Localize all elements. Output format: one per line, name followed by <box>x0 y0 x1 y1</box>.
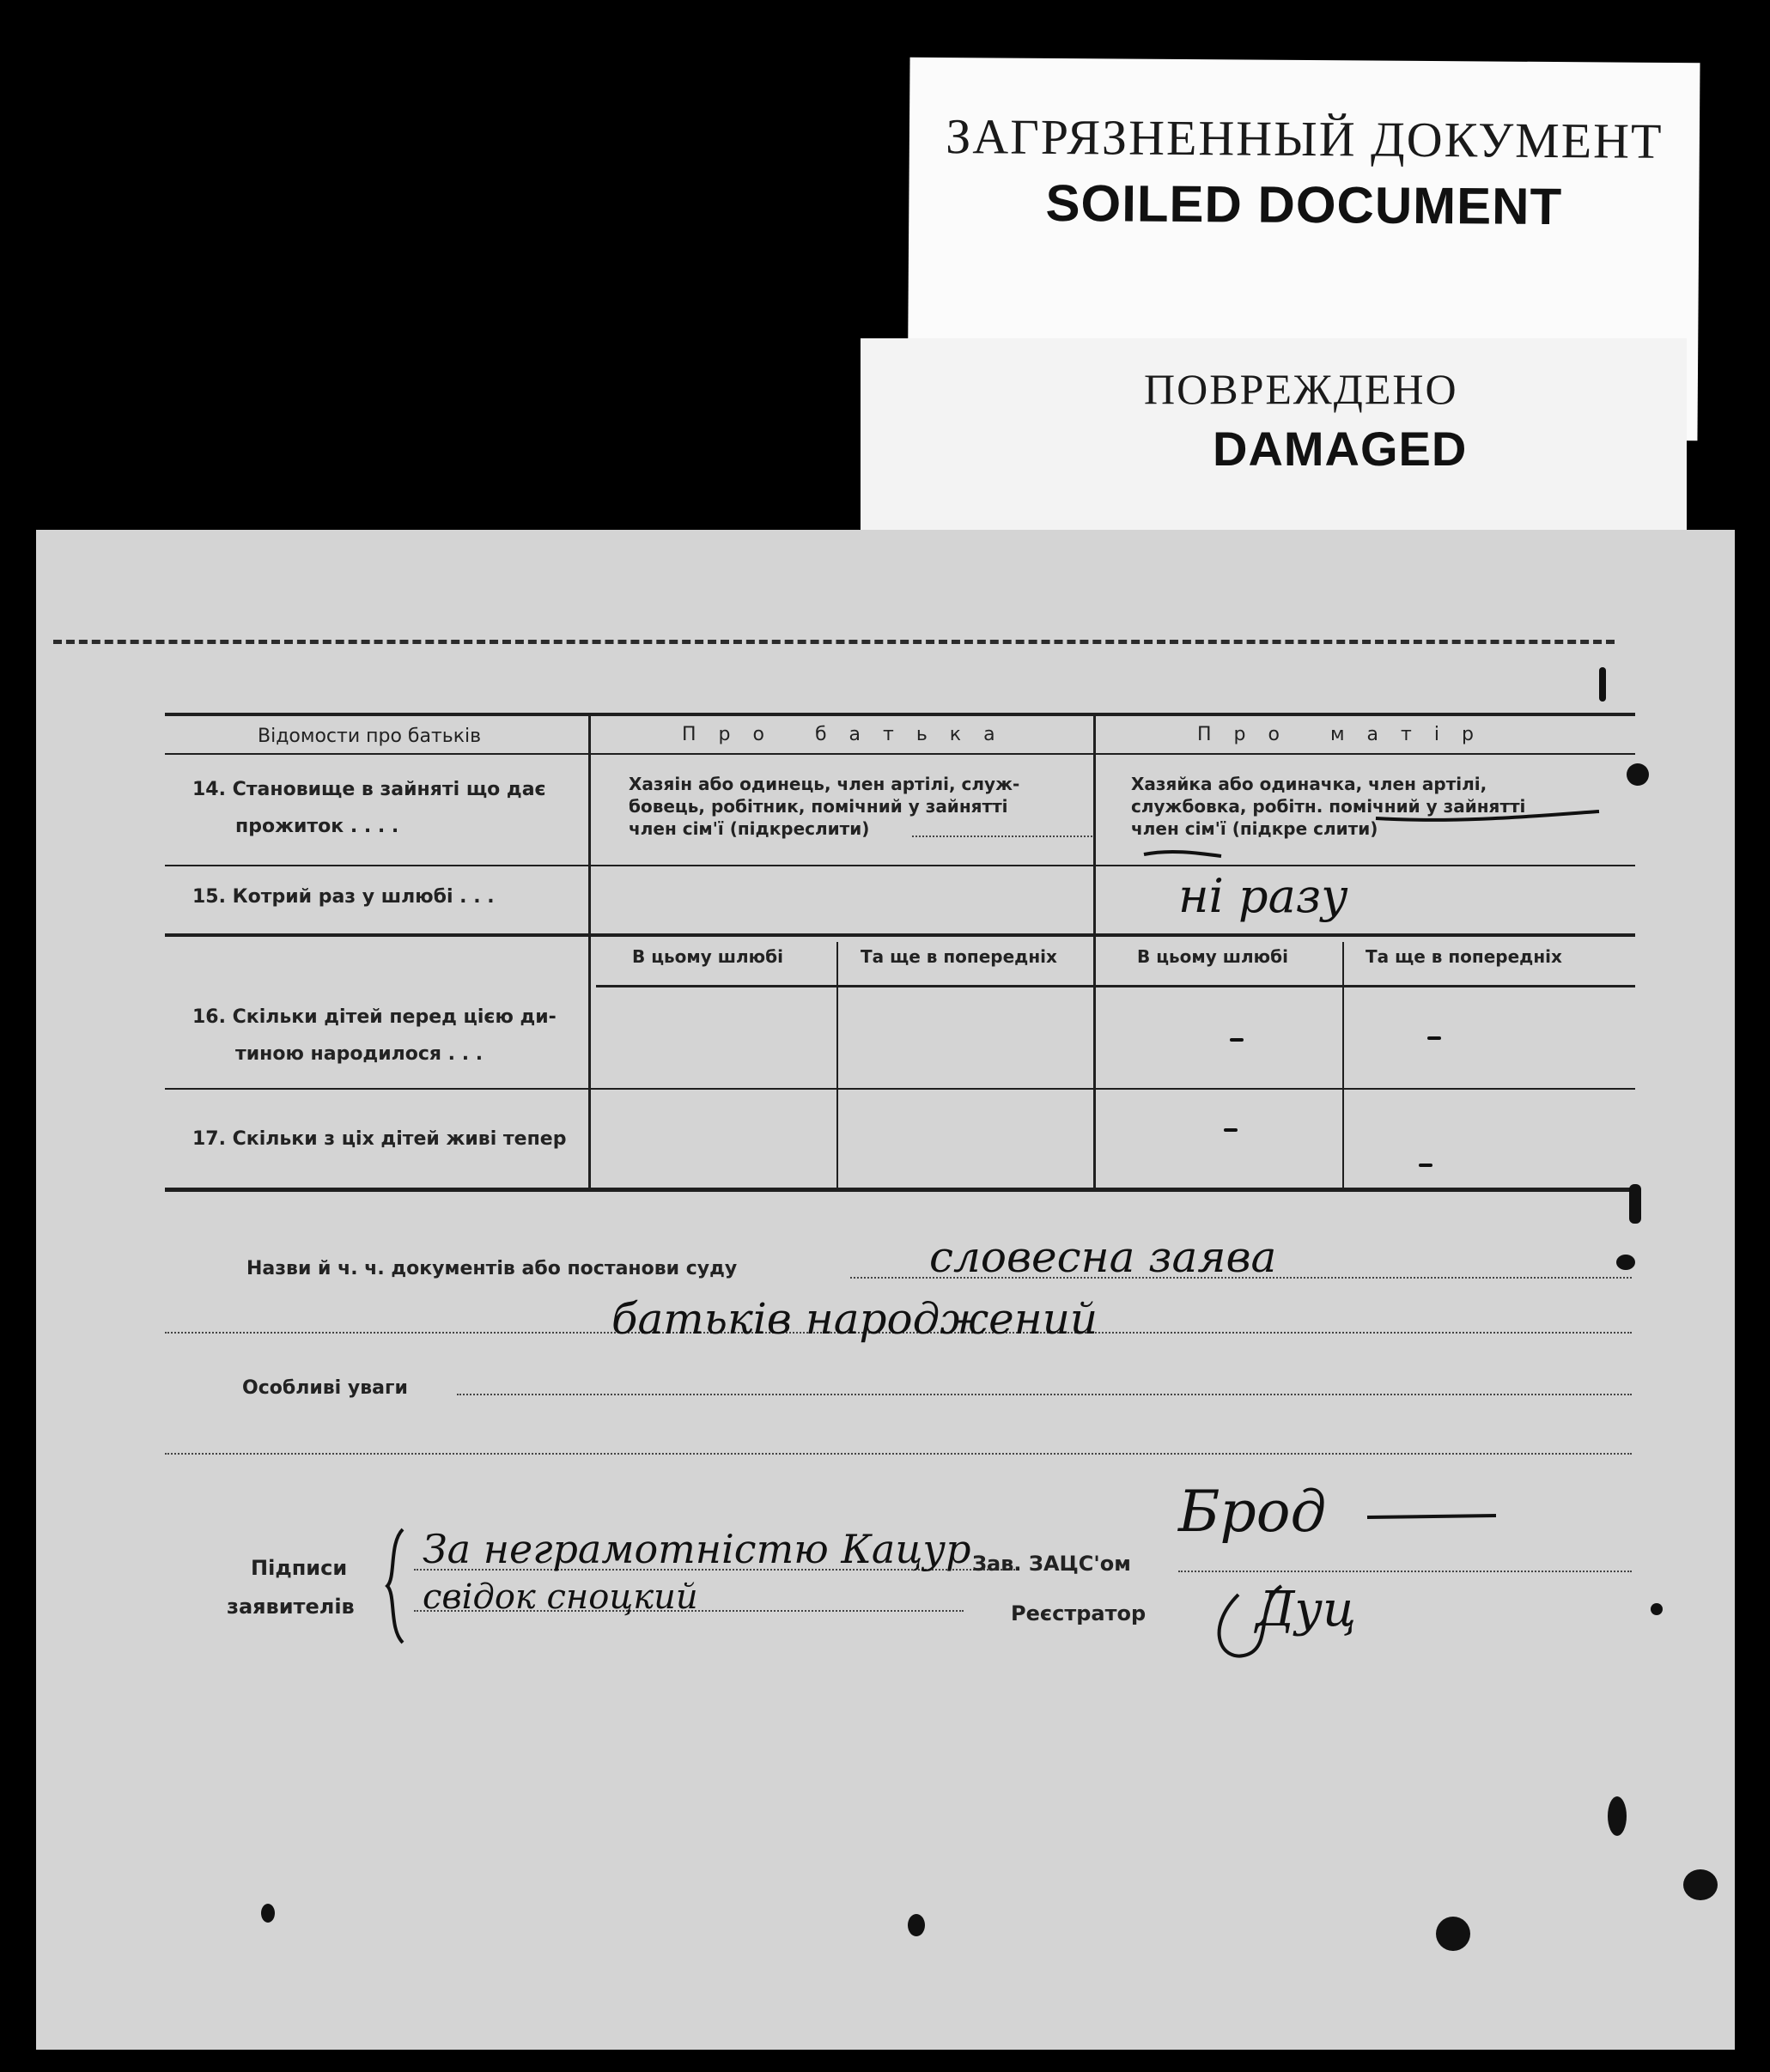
damage-hole <box>261 1904 275 1923</box>
damaged-label <box>861 338 1687 544</box>
table-top-rule <box>165 713 1635 716</box>
row14-label-line1: 14. Становище в зайняті що дає <box>192 779 546 800</box>
registrar-signature: Дуц <box>1256 1582 1357 1638</box>
signature-strokes <box>1153 1492 1513 1680</box>
remarks-label: Особливі уваги <box>242 1377 408 1399</box>
damage-tear <box>1629 1184 1641 1224</box>
row17-label: 17. Скільки з ціх дітей живі тепер <box>192 1128 567 1150</box>
col-divider-mother <box>1342 942 1344 1189</box>
father-this-marriage: В цьому шлюбі <box>632 946 783 967</box>
table-header-rule <box>165 753 1635 755</box>
documents-value-line2: батьків народжений <box>611 1294 1098 1344</box>
applicant-signature-line2: свідок сноцкий <box>423 1577 698 1617</box>
applicants-label-line1: Підписи <box>251 1556 348 1580</box>
mother-previous: Та ще в попередніх <box>1366 946 1562 967</box>
father-previous: Та ще в попередніх <box>861 946 1057 967</box>
col-divider-2 <box>1093 714 1096 1189</box>
row16-label-line1: 16. Скільки дітей перед цією ди- <box>192 1006 557 1028</box>
remarks-dotline-2 <box>165 1453 1632 1455</box>
col-divider-father <box>836 942 838 1189</box>
underline-mark <box>1135 805 1616 873</box>
registrar-label: Реєстратор <box>1011 1601 1147 1625</box>
row14-label-line2: прожиток . . . . <box>235 816 399 837</box>
damage-hole <box>908 1914 925 1936</box>
brace-mark <box>384 1526 410 1646</box>
documents-value-line1: словесна заява <box>929 1232 1277 1282</box>
soiled-label-ru: ЗАГРЯЗНЕННЫЙ ДОКУМЕНТ <box>946 108 1664 169</box>
row16-mother-previous-dash <box>1427 1036 1441 1040</box>
row16-rule <box>165 1088 1635 1090</box>
damage-hole <box>1616 1255 1635 1270</box>
head-of-registry-label: Зав. ЗАЦС'ом <box>972 1552 1131 1576</box>
remarks-dotline-1 <box>457 1394 1632 1395</box>
row14-father-dotline <box>912 835 1092 837</box>
row15-label: 15. Котрий раз у шлюбі . . . <box>192 886 495 908</box>
mother-this-marriage: В цьому шлюбі <box>1137 946 1288 967</box>
damage-tear <box>1599 667 1606 702</box>
damage-hole <box>1608 1796 1627 1836</box>
damage-hole <box>1651 1603 1663 1615</box>
header-parents-info: Відомости про батьків <box>258 726 482 747</box>
col-divider-1 <box>588 714 591 1189</box>
damage-hole <box>1683 1869 1718 1900</box>
perforation-line <box>53 640 1615 644</box>
row14-father-line1: Хазяін або одинець, член артілі, служ- <box>629 774 1020 794</box>
row15-mother-value: ні разу <box>1178 869 1348 923</box>
applicants-label-line2: заявителів <box>227 1595 355 1619</box>
head-signature: Брод <box>1178 1479 1327 1545</box>
registration-form-sheet <box>36 530 1735 2050</box>
row16-mother-this-dash <box>1230 1038 1244 1042</box>
damage-hole <box>1627 763 1649 786</box>
row14-mother-line3: член сім'ї (підкре слити) <box>1131 818 1378 839</box>
damage-hole <box>1436 1917 1470 1951</box>
row17-mother-previous-dash <box>1419 1164 1432 1167</box>
damaged-label-en: DAMAGED <box>1213 422 1468 476</box>
row16-label-line2: тиною народилося . . . <box>235 1043 484 1065</box>
subheader-rule <box>596 985 1635 987</box>
row14-mother-line1: Хазяйка або одиначка, член артілі, <box>1131 774 1487 794</box>
header-mother: Про матір <box>1197 724 1496 745</box>
row15-rule <box>165 933 1635 937</box>
row14-father-line3: член сім'ї (підкреслити) <box>629 818 870 839</box>
damaged-label-ru: ПОВРЕЖДЕНО <box>1144 365 1458 413</box>
table-bottom-rule <box>165 1188 1635 1192</box>
row17-mother-this-dash <box>1224 1128 1238 1132</box>
row14-mother-line2: службовка, робітн. помічний у зайнятті <box>1131 796 1526 817</box>
header-father: Про батька <box>682 724 1018 745</box>
row14-father-line2: бовець, робітник, помічний у зайнятті <box>629 796 1008 817</box>
applicant-signature-line1: За неграмотністю Кацур <box>423 1526 971 1572</box>
documents-label: Назви й ч. ч. документів або постанови суду <box>246 1258 738 1279</box>
soiled-label-en: SOILED DOCUMENT <box>1045 173 1563 236</box>
